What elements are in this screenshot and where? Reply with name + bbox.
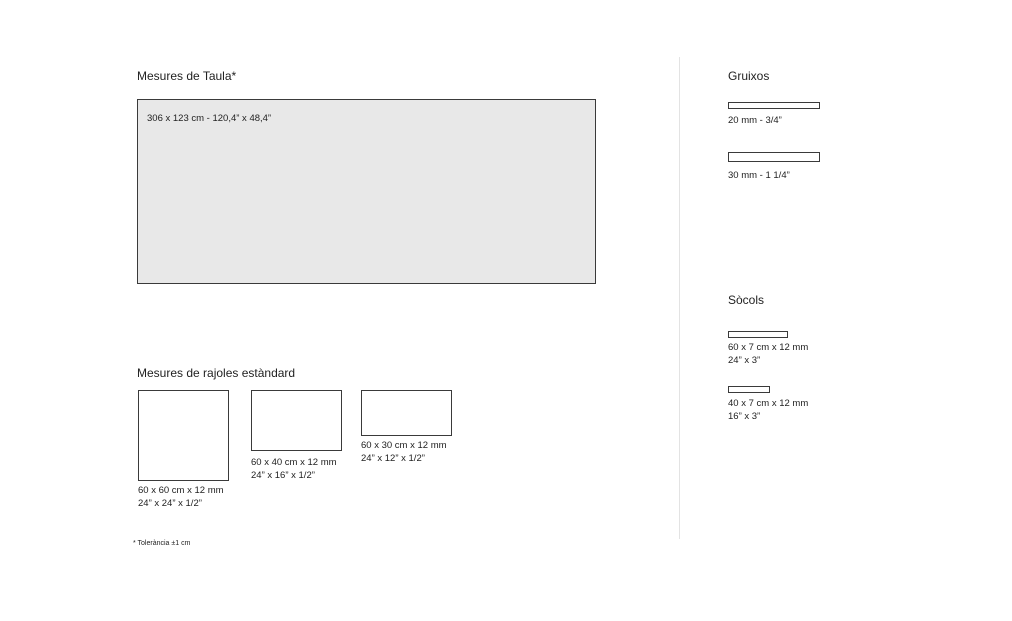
- skirting-60x7-caption: [728, 342, 808, 367]
- tile-imperial: 24” x 12” x 1/2”: [361, 452, 425, 464]
- column-divider: [679, 57, 680, 539]
- skirting-imperial: 16” x 3”: [728, 410, 761, 422]
- tile-imperial: 24” x 16” x 1/2”: [251, 469, 315, 481]
- tile-60x60-diagram: [138, 390, 229, 481]
- thickness-20mm-diagram: [728, 102, 820, 109]
- skirting-60x7-diagram: [728, 331, 788, 338]
- thickness-30mm-diagram: [728, 152, 820, 162]
- skirting-40x7-caption: [728, 398, 808, 423]
- tile-metric: 60 x 60 cm x 12 mm: [138, 485, 224, 496]
- tiles-title: Mesures de rajoles estàndard: [137, 366, 296, 380]
- tile-60x30-caption: [361, 440, 447, 465]
- tile-60x40-caption: [251, 457, 337, 482]
- tile-60x40-diagram: [251, 390, 342, 451]
- thickness-title: Gruixos: [728, 69, 770, 83]
- tile-60x30-diagram: [361, 390, 452, 436]
- skirting-metric: 60 x 7 cm x 12 mm: [728, 342, 809, 353]
- tile-imperial: 24” x 24” x 1/2”: [138, 497, 202, 509]
- slab-dimensions: 306 x 123 cm - 120,4” x 48,4”: [147, 113, 272, 124]
- skirting-title: Sòcols: [728, 293, 765, 307]
- tile-metric: 60 x 40 cm x 12 mm: [251, 457, 337, 468]
- thickness-20mm-label: 20 mm - 3/4”: [728, 115, 782, 126]
- thickness-30mm-label: 30 mm - 1 1/4”: [728, 170, 790, 181]
- skirting-metric: 40 x 7 cm x 12 mm: [728, 398, 809, 409]
- skirting-40x7-diagram: [728, 386, 770, 393]
- tolerance-footnote: * Tolerància ±1 cm: [133, 540, 191, 547]
- tile-60x60-caption: [138, 485, 224, 510]
- slab-diagram: [137, 99, 596, 284]
- slab-title: Mesures de Taula*: [137, 69, 237, 83]
- tile-metric: 60 x 30 cm x 12 mm: [361, 440, 447, 451]
- skirting-imperial: 24” x 3”: [728, 354, 761, 366]
